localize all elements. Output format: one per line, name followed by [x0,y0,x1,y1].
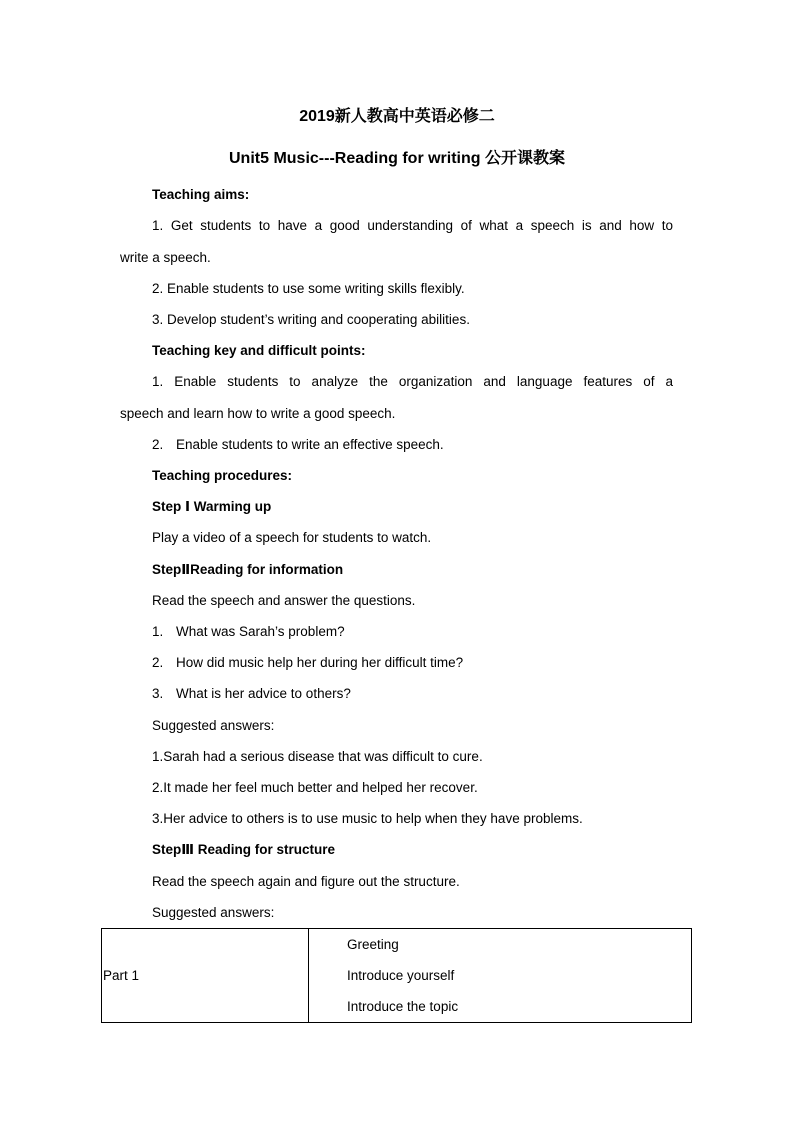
answer-1: 1.Sarah had a serious disease that was difficult to cure. [152,749,483,764]
aim-1-line-1: 1. Get students to have a good understanding of what a speech is and how to [152,218,673,233]
key-point-1-line-1: 1. Enable students to analyze the organization and language features of a [152,374,673,389]
aim-2: 2. Enable students to use some writing skills flexibly. [152,281,465,296]
structure-item: Greeting [347,937,399,952]
aim-1-line-2: write a speech. [120,250,211,265]
question-1-text: What was Sarah’s problem? [176,624,345,639]
key-point-2-text: Enable students to write an effective speech. [176,437,444,452]
teaching-aims-heading: Teaching aims: [152,187,250,202]
structure-item: Introduce yourself [347,968,455,983]
key-point-2 [152,436,444,454]
question-3 [152,685,351,703]
structure-table [101,928,692,1023]
key-point-2-number: 2. [152,437,164,452]
document-subtitle: Unit5 Music---Reading for writing 公开课教案 [229,150,565,167]
question-2-text: How did music help her during her difficult time? [176,655,464,670]
question-3-number: 3. [152,686,164,701]
answer-2: 2.It made her feel much better and helped her recover. [152,780,478,795]
aim-3: 3. Develop student’s writing and cooperating abilities. [152,312,470,327]
suggested-answers-label-2: Suggested answers: [152,905,275,920]
step-1-heading: Step Ⅰ Warming up [152,499,272,514]
structure-item: Introduce the topic [347,999,459,1014]
table-row [102,929,692,1023]
question-2 [152,654,463,672]
answer-3: 3.Her advice to others is to use music to help when they have problems. [152,811,583,826]
part-cell: Part 1 [102,929,309,1023]
document-title: 2019新人教高中英语必修二 [299,108,495,125]
step-1-text: Play a video of a speech for students to watch. [152,530,432,545]
question-3-text: What is her advice to others? [176,686,351,701]
question-1-number: 1. [152,624,164,639]
question-1 [152,623,345,641]
key-points-heading: Teaching key and difficult points: [152,343,366,358]
items-cell [309,929,692,1023]
question-2-number: 2. [152,655,164,670]
step-2-text: Read the speech and answer the questions. [152,593,416,608]
teaching-procedures-heading: Teaching procedures: [152,468,293,483]
step-3-heading: StepⅢ Reading for structure [152,842,336,857]
step-2-heading: StepⅡReading for information [152,562,344,577]
key-point-1-line-2: speech and learn how to write a good speech. [120,406,396,421]
suggested-answers-label: Suggested answers: [152,718,275,733]
step-3-text: Read the speech again and figure out the structure. [152,874,460,889]
